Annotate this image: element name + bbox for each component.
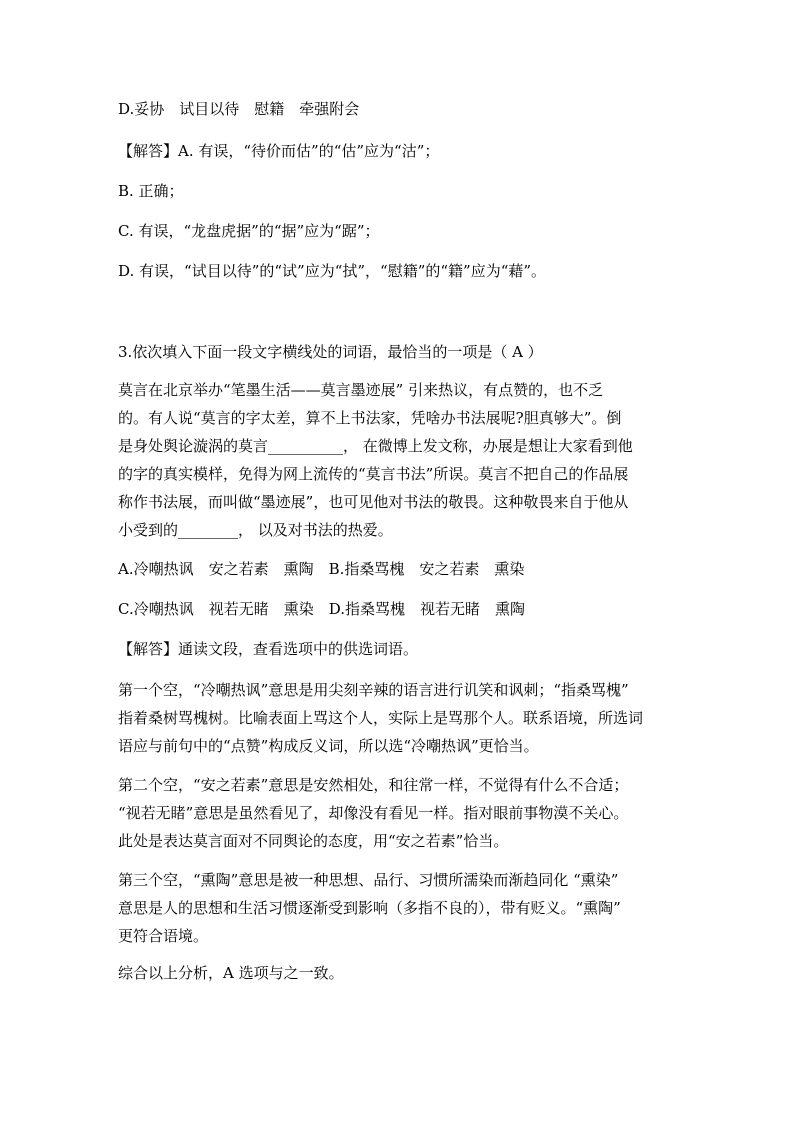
conclusion: 综合以上分析，A 选项与之一致。 bbox=[118, 964, 344, 982]
options-a-b: A.冷嘲热讽 安之若素 熏陶 B.指桑骂槐 安之若素 熏染 bbox=[118, 560, 525, 578]
options-c-d: C.冷嘲热讽 视若无睹 熏染 D.指桑骂槐 视若无睹 熏陶 bbox=[118, 600, 525, 618]
previous-option-d: D.妥协 试目以待 慰籍 牵强附会 bbox=[118, 100, 360, 118]
analysis-line: 第一个空，“冷嘲热讽”意思是用尖刻辛辣的语言进行讥笑和讽刺；“指桑骂槐” bbox=[118, 681, 629, 699]
answer-line-b: B. 正确； bbox=[118, 182, 184, 200]
passage-line: 称作书法展，而叫做“墨迹展”，也可见他对书法的敬畏。这种敬畏来自于他从 bbox=[118, 493, 629, 511]
answer-line-c: C. 有误，“龙盘虎据”的“据”应为“踞”； bbox=[118, 222, 380, 240]
analysis-line: 第二个空，“安之若素”意思是安然相处，和往常一样，不觉得有什么不合适； bbox=[118, 776, 629, 794]
question-3-stem: 3.依次填入下面一段文字横线处的词语，最恰当的一项是（ A ） bbox=[118, 343, 543, 361]
analysis-line: 语应与前句中的“点赞”构成反义词，所以选“冷嘲热讽”更恰当。 bbox=[118, 737, 539, 755]
answer-line-d: D. 有误，“试目以待”的“试”应为“拭”，“慰籍”的“籍”应为“藉”。 bbox=[118, 262, 547, 280]
blank-2-analysis bbox=[118, 771, 678, 855]
blank-3-analysis bbox=[118, 866, 678, 950]
question-3-passage bbox=[118, 376, 678, 544]
passage-line: 的字的真实模样，免得为网上流传的“莫言书法”所误。莫言不把自己的作品展 bbox=[118, 465, 629, 483]
analysis-line: 指着桑树骂槐树。比喻表面上骂这个人，实际上是骂那个人。联系语境，所选词 bbox=[118, 709, 644, 727]
answer-line-a: 【解答】A. 有误，“待价而估”的“估”应为“沽”； bbox=[118, 142, 440, 160]
passage-line: 的。有人说“莫言的字太差，算不上书法家，凭啥办书法展呢?胆真够大”。倒 bbox=[118, 409, 622, 427]
passage-line: 小受到的________， 以及对书法的热爱。 bbox=[118, 521, 393, 539]
analysis-line: 意思是人的思想和生活习惯逐渐受到影响（多指不良的），带有贬义。“熏陶” bbox=[118, 899, 621, 917]
analysis-line: 第三个空，“熏陶”意思是被一种思想、品行、习惯所濡染而渐趋同化 “熏染” bbox=[118, 871, 619, 889]
passage-line: 莫言在北京举办“笔墨生活——莫言墨迹展” 引来热议，有点赞的，也不乏 bbox=[118, 381, 604, 399]
passage-line: 是身处舆论漩涡的莫言__________， 在微博上发文称，办展是想让大家看到他 bbox=[118, 437, 633, 455]
analysis-line: 此处是表达莫言面对不同舆论的态度，用“安之若素”恰当。 bbox=[118, 832, 509, 850]
analysis-line: 更符合语境。 bbox=[118, 927, 209, 945]
analysis-line: “视若无睹”意思是虽然看见了，却像没有看见一样。指对眼前事物漠不关心。 bbox=[118, 804, 629, 822]
blank-1-analysis bbox=[118, 676, 678, 760]
analysis-intro: 【解答】通读文段，查看选项中的供选词语。 bbox=[118, 640, 419, 658]
